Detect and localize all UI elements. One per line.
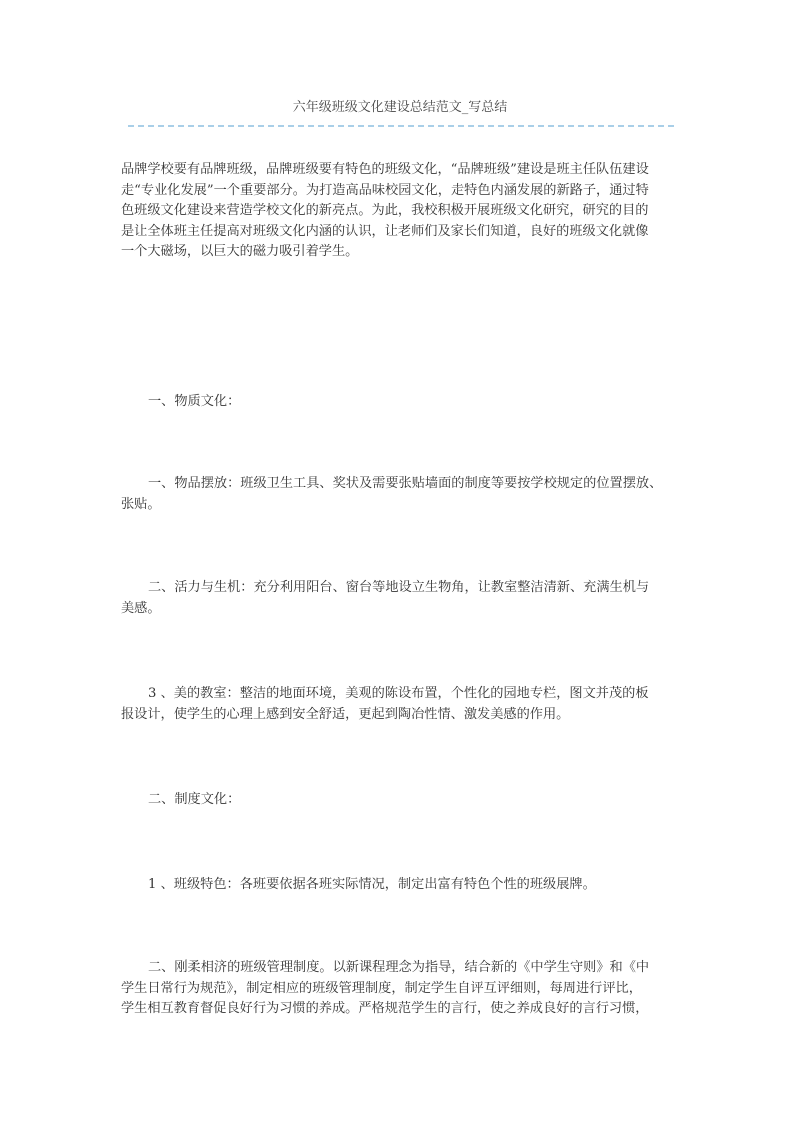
paragraph-line: 二、活力与生机：充分利用阳台、窗台等地设立生物角，让教室整洁清新、充满生机与 <box>148 580 650 595</box>
paragraph-vitality <box>121 578 686 619</box>
paragraph-line: 张贴。 <box>121 496 161 512</box>
paragraph-management <box>121 958 686 1020</box>
document-title: 六年级班级文化建设总结范文_写总结 <box>292 100 508 115</box>
intro-paragraph <box>121 160 686 263</box>
paragraph-line: 3 、美的教室：整洁的地面环境，美观的陈设布置，个性化的园地专栏，图文并茂的板 <box>148 686 649 701</box>
section-heading-system: 二、制度文化： <box>148 792 241 807</box>
title-divider <box>128 125 674 127</box>
intro-line: 色班级文化建设来营造学校文化的新亮点。为此，我校积极开展班级文化研究，研究的目的 <box>121 203 649 218</box>
paragraph-class-feature: 1 、班级特色：各班要依据各班实际情况，制定出富有特色个性的班级展牌。 <box>148 877 596 892</box>
intro-line: 一个大磁场，以巨大的磁力吸引着学生。 <box>121 244 359 259</box>
paragraph-line: 一、物品摆放：班级卫生工具、奖状及需要张贴墙面的制度等要按学校规定的位置摆放、 <box>148 476 663 491</box>
paragraph-line: 美感。 <box>121 600 161 616</box>
paragraph-item-placement <box>121 474 686 515</box>
paragraph-line: 学生日常行为规范》，制定相应的班级管理制度，制定学生自评互评细则，每周进行评比， <box>121 980 642 996</box>
section-heading-material: 一、物质文化： <box>148 394 241 409</box>
intro-line: 走“专业化发展”一个重要部分。为打造高品味校园文化，走特色内涵发展的新路子，通过特 <box>121 182 649 198</box>
paragraph-line: 报设计，使学生的心理上感到安全舒适，更起到陶冶性情、激发美感的作用。 <box>121 706 570 722</box>
intro-line: 是让全体班主任提高对班级文化内涵的认识，让老师们及家长们知道，良好的班级文化就像 <box>121 223 649 239</box>
paragraph-classroom <box>121 684 686 725</box>
paragraph-line: 二、刚柔相济的班级管理制度。以新课程理念为指导，结合新的《中学生守则》和《中 <box>148 960 650 975</box>
intro-line: 品牌学校要有品牌班级，品牌班级要有特色的班级文化，“品牌班级”建设是班主任队伍建设 <box>121 162 649 177</box>
paragraph-line: 学生相互教育督促良好行为习惯的养成。严格规范学生的言行，使之养成良好的言行习惯， <box>121 1001 649 1016</box>
